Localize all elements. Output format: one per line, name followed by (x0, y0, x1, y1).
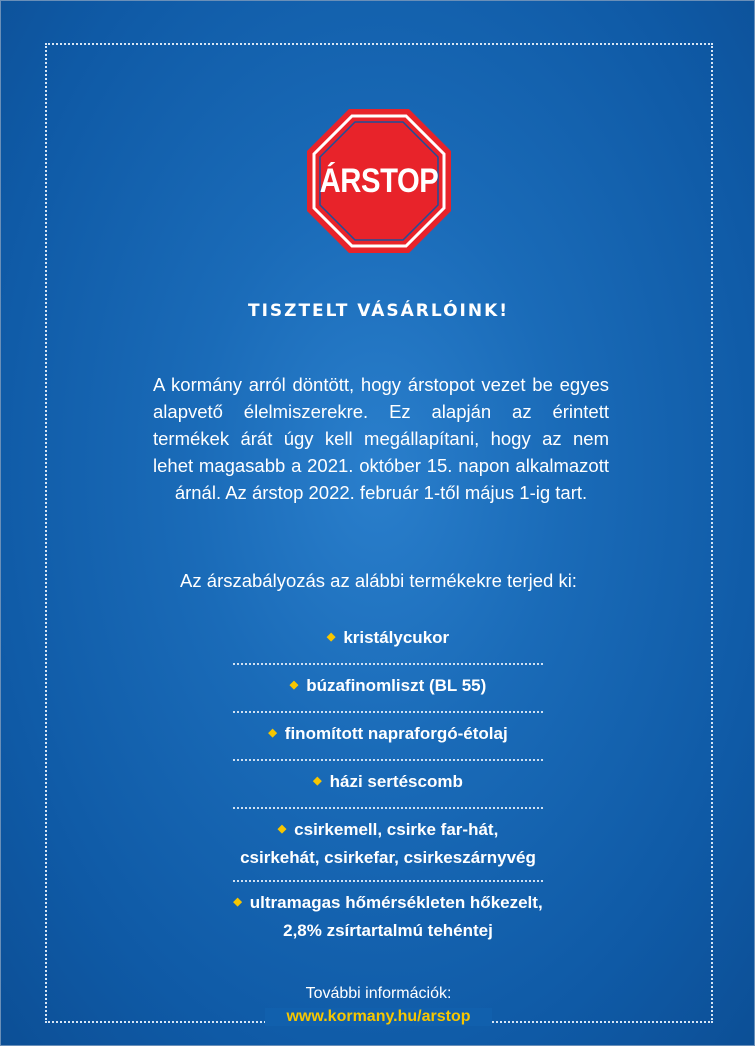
diamond-bullet-icon: ◆ (233, 896, 242, 908)
scope-text: Az árszabályozás az alábbi termékekre terjed ki: (180, 570, 577, 591)
more-info-label: További információk: (305, 985, 452, 1002)
product-list (233, 617, 543, 953)
logo-text: ÁRSTOP (319, 161, 439, 200)
list-item (233, 665, 543, 713)
more-info-link[interactable]: www.kormany.hu/arstop (265, 1008, 492, 1026)
diamond-bullet-icon: ◆ (289, 679, 299, 691)
diamond-bullet-icon: ◆ (313, 775, 322, 787)
list-item (233, 617, 543, 665)
diamond-bullet-icon: ◆ (277, 823, 287, 835)
product-name-continued: csirkehát, csirkefar, csirkeszárnyvég (240, 848, 536, 867)
arstop-logo (303, 105, 455, 257)
list-item (233, 809, 543, 882)
list-item (233, 713, 543, 761)
product-name-continued: 2,8% zsírtartalmú tehéntej (283, 921, 493, 940)
product-name: csirkemell, csirke far-hát, (294, 820, 499, 839)
intro-paragraph: A kormány arról döntött, hogy árstopot vezet be egyes alapvető élelmiszerekre. Ez alapján az érintett termékek árát úgy kell megállapítani, hogy az nem lehet magasabb a 2021. október 15. napon alkalmazott árnál. Az árstop 2022. február 1-től május 1-ig tart. (153, 374, 609, 503)
diamond-bullet-icon: ◆ (326, 631, 336, 643)
product-name: finomított napraforgó-étolaj (284, 724, 508, 743)
product-name: ultramagas hőmérsékleten hőkezelt, (249, 893, 543, 912)
page-title: TISZTELT VÁSÁRLÓINK! (247, 301, 510, 321)
product-name: búzafinomliszt (BL 55) (306, 676, 487, 695)
product-name: házi sertéscomb (329, 772, 463, 791)
diamond-bullet-icon: ◆ (268, 727, 277, 739)
list-item (233, 761, 543, 809)
list-item (233, 882, 543, 953)
product-name: kristálycukor (343, 628, 450, 647)
